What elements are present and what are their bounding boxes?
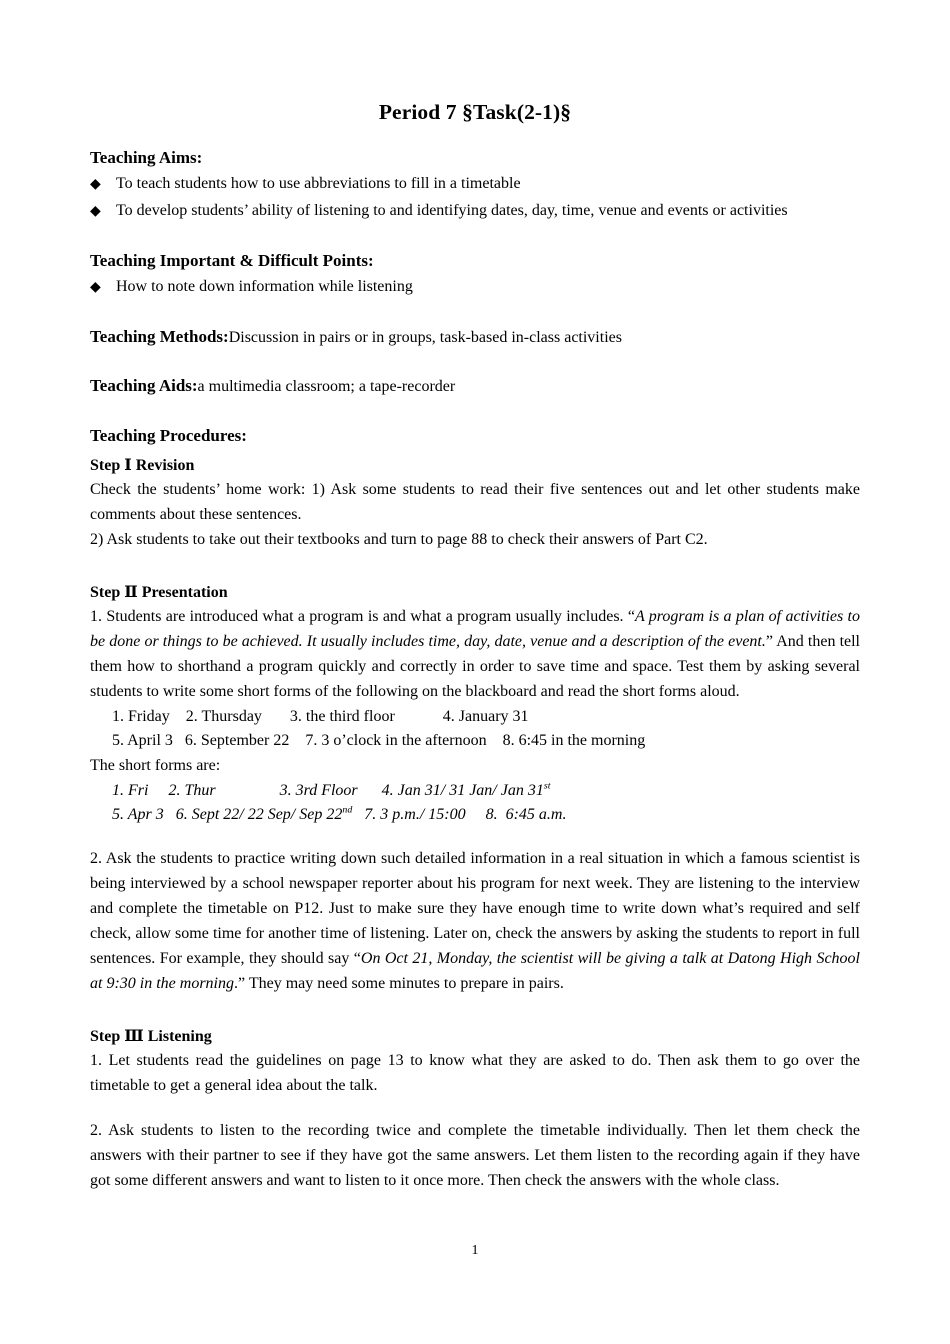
answer-line-2-text-b: 7. 3 p.m./ 15:00 8. 6:45 a.m.	[352, 805, 567, 823]
spacer	[90, 223, 860, 250]
step-2-item-1-lead: 1. Students are introduced what a program is and what a program usually includes. “	[90, 608, 635, 626]
spacer	[90, 553, 860, 580]
spacer	[90, 827, 860, 847]
spacer	[90, 398, 860, 425]
teaching-procedures-heading: Teaching Procedures:	[90, 425, 247, 445]
step-2-label: Step	[90, 584, 121, 602]
spacer	[90, 1099, 860, 1119]
spacer	[90, 997, 860, 1024]
step-3-item-1: 1. Let students read the guidelines on page 13 to know what they are asked to do. Then ask them to go over the timetable to get a general idea about the talk.	[90, 1051, 860, 1094]
spacer	[90, 348, 860, 375]
step-2-item-1-quote: A program is a plan of activities to be done or things to be achieved. It usually includes time, day, date, venue and a description of the event.	[90, 608, 860, 651]
spacer	[90, 299, 860, 326]
teaching-aims-item-2: To develop students’ ability of listening to and identifying dates, day, time, venue and events or activities	[116, 202, 788, 220]
diamond-bullet-icon: ◆	[90, 177, 101, 193]
teaching-aims-heading: Teaching Aims:	[90, 148, 203, 167]
step-3-numeral: Ⅲ	[124, 1025, 144, 1045]
step-3-item-2: 2. Ask students to listen to the recording twice and complete the timetable individually. Then let them check the answers with their partner to see if they have got the same answers. Let them listen to the recording again if they have got some different answers and want to listen to it once more. Then check the answers with the whole class.	[90, 1121, 860, 1189]
step-2-item-2-lead: 2. Ask the students to practice writing down such detailed information in a real situation in which a famous scientist is being interviewed by a school newspaper reporter about his program for next week. They are listening to the interview and complete the timetable on P12. Just to make sure they have enough time to write down what’s required and self check, allow some time for another time of listening. Later on, check the answers by asking the students to report in full sentences. For example, they should say “	[90, 850, 860, 968]
step-1-title: Revision	[135, 457, 195, 475]
step-3-heading	[90, 1024, 860, 1049]
page-title: Period 7 §Task(2-1)§	[378, 100, 572, 124]
step-2-item-2-quote: On Oct 21, Monday, the scientist will be giving a talk at Datong High School at 9:30 in the morning	[90, 950, 861, 992]
step-2-item-2	[90, 847, 860, 997]
step-2-numeral: Ⅱ	[124, 582, 138, 602]
step-1-numeral: Ⅰ	[124, 455, 132, 475]
teaching-methods-body: Discussion in pairs or in groups, task-based in-class activities	[228, 329, 622, 347]
diamond-bullet-icon: ◆	[90, 280, 101, 296]
answer-line-1	[90, 779, 860, 803]
answer-line-2-text-a: 5. Apr 3 6. Sept 22/ 22 Sep/ Sep 22	[104, 805, 343, 823]
step-3-label: Step	[90, 1027, 121, 1045]
answer-line-2	[90, 803, 860, 827]
teaching-aids-block	[90, 375, 860, 397]
teaching-methods-block	[90, 326, 860, 348]
step-2-item-1	[90, 605, 860, 705]
step-1-heading	[90, 453, 860, 478]
teaching-points-item-1: How to note down information while listening	[116, 278, 413, 296]
prompt-line-1: 1. Friday 2. Thursday 3. the third floor 4. January 31	[104, 708, 529, 726]
page-content	[90, 100, 860, 1194]
step-1-label: Step	[90, 457, 121, 475]
answer-line-1-superscript: st	[543, 780, 551, 792]
short-forms-label: The short forms are:	[90, 756, 221, 774]
step-2-item-1-tail: ” And then tell them how to shorthand a program quickly and correctly in order to save time and space. Test them by asking several students to write some short forms of the following on the blackboard and read the short forms aloud.	[90, 633, 861, 701]
teaching-aids-heading: Teaching Aids:	[90, 376, 198, 396]
step-2-title: Presentation	[141, 584, 228, 602]
teaching-points-heading: Teaching Important & Difficult Points:	[90, 250, 374, 270]
list-item	[90, 173, 860, 196]
prompt-line-2: 5. April 3 6. September 22 7. 3 o’clock in the afternoon 8. 6:45 in the morning	[104, 732, 646, 750]
teaching-aims-item-1: To teach students how to use abbreviations to fill in a timetable	[116, 175, 521, 193]
diamond-bullet-icon: ◆	[90, 204, 101, 220]
teaching-aids-body: a multimedia classroom; a tape-recorder	[197, 378, 456, 396]
step-3-title: Listening	[147, 1027, 212, 1045]
step-2-item-2-tail: .” They may need some minutes to prepare in pairs.	[234, 974, 564, 992]
step-1-paragraph-1: Check the students’ home work: 1) Ask some students to read their five sentences out and let other students make comments about these sentences.	[90, 481, 860, 524]
teaching-methods-heading: Teaching Methods:	[90, 327, 229, 347]
answer-line-1-text: 1. Fri 2. Thur 3. 3rd Floor 4. Jan 31/ 31 Jan/ Jan 31	[104, 781, 544, 799]
step-1-paragraph-2: 2) Ask students to take out their textbooks and turn to page 88 to check their answers of Part C2.	[90, 531, 708, 549]
list-item	[90, 200, 860, 223]
page-number: 1	[471, 1243, 479, 1258]
list-item	[90, 276, 860, 299]
answer-line-2-superscript: nd	[342, 804, 353, 816]
step-2-heading	[90, 580, 860, 605]
